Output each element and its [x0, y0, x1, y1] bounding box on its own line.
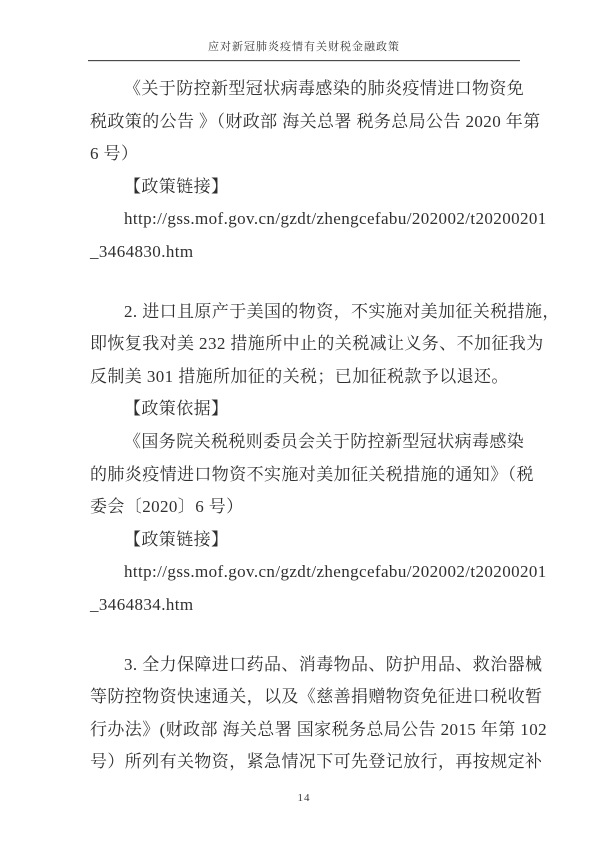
page-number: 14: [297, 792, 311, 804]
text-line: 3. 全力保障进口药品、消毒物品、防护用品、救治器械: [124, 654, 543, 674]
paragraph-spacer: [90, 622, 522, 649]
text-line: 6 号）: [90, 144, 139, 164]
policy-link-label: 【政策链接】: [124, 529, 229, 549]
text-line: 《关于防控新型冠状病毒感染的肺炎疫情进口物资免: [124, 79, 525, 98]
text-line: 2. 进口且原产于美国的物资，不实施对美加征关税措施，: [124, 301, 560, 321]
policy-basis-label: 【政策依据】: [124, 399, 229, 419]
page-footer: [0, 788, 608, 806]
policy-url-line: _3464834.htm: [90, 594, 194, 614]
policy-url-line: http://gss.mof.gov.cn/gzdt/zhengcefabu/202002/t20200201: [124, 209, 547, 229]
text-line: 号）所列有关物资，紧急情况下可先登记放行，再按规定补: [90, 752, 543, 772]
text-line: 等防控物资快速通关，以及《慈善捐赠物资免征进口税收暂: [90, 687, 543, 707]
paragraph-announcement-1: [90, 73, 547, 269]
text-line: 税政策的公告 》（财政部 海关总署 税务总局公告 2020 年第: [90, 111, 541, 131]
paragraph-spacer: [90, 269, 522, 296]
text-line: 的肺炎疫情进口物资不实施对美加征关税措施的通知》（税: [90, 464, 534, 484]
text-line: 行办法》(财政部 海关总署 国家税务总局公告 2015 年第 102: [90, 719, 548, 739]
policy-url-line: _3464830.htm: [90, 241, 194, 261]
text-line: 委会〔2020〕6 号）: [90, 497, 244, 517]
text-line: 即恢复我对美 232 措施所中止的关税减让义务、不加征我为: [90, 334, 544, 354]
page-header: [0, 0, 608, 61]
policy-link-label: 【政策链接】: [124, 176, 229, 196]
paragraph-item-3: [90, 649, 548, 779]
text-line: 《国务院关税税则委员会关于防控新型冠状病毒感染: [124, 431, 525, 451]
text-line: 反制美 301 措施所加征的关税；已加征税款予以退还。: [90, 366, 509, 386]
document-body: [0, 61, 608, 779]
paragraph-item-2: [90, 296, 560, 622]
policy-url-line: http://gss.mof.gov.cn/gzdt/zhengcefabu/202002/t20200201: [124, 562, 547, 582]
header-title: 应对新冠肺炎疫情有关财税金融政策: [208, 41, 400, 53]
